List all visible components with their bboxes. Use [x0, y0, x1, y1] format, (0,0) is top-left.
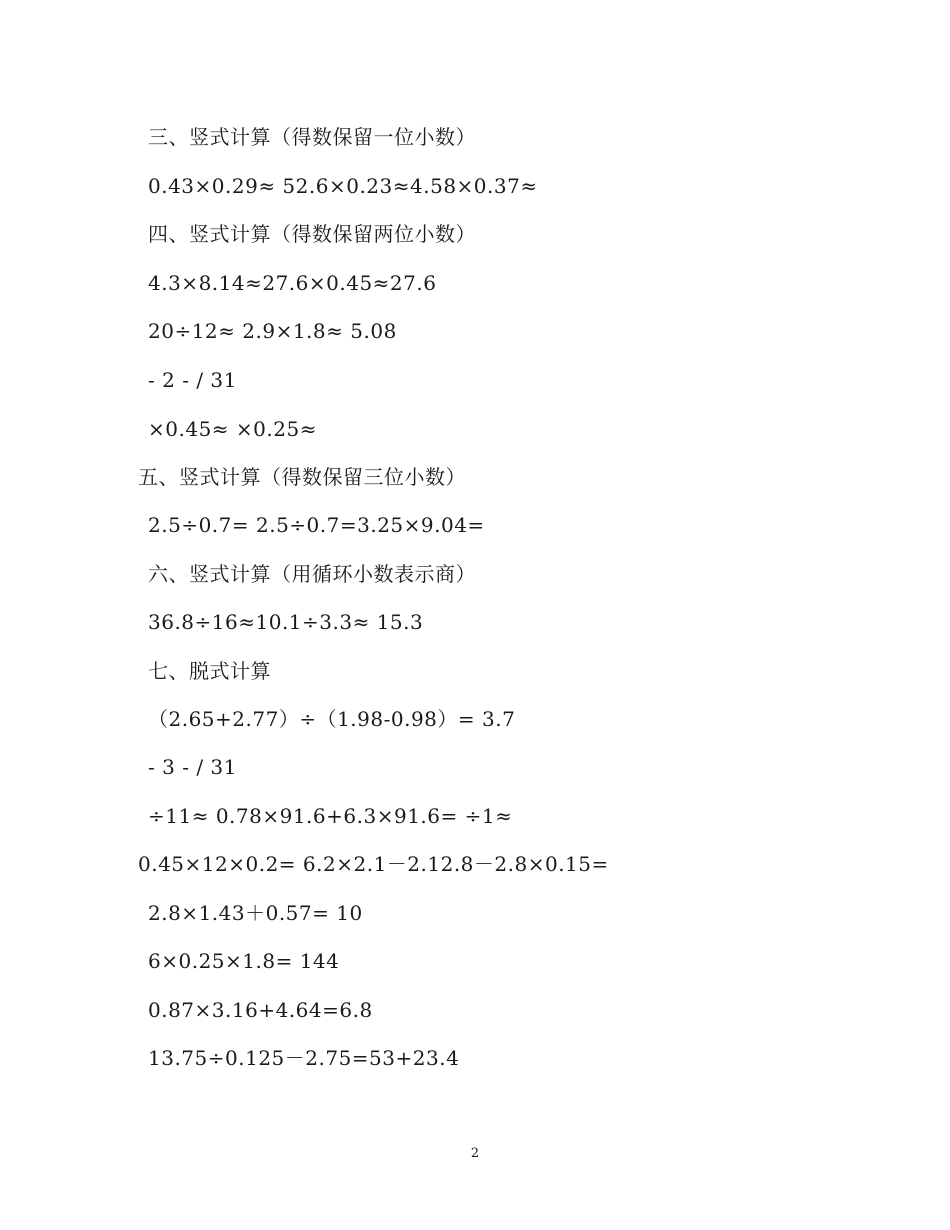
section-heading-5: 五、竖式计算（得数保留三位小数）	[138, 465, 466, 489]
text-line: （2.65+2.77）÷（1.98-0.98）= 3.7	[148, 707, 516, 731]
text-line: 13.75÷0.125－2.75=53+23.4	[148, 1046, 460, 1070]
section-heading-6: 六、竖式计算（用循环小数表示商）	[148, 562, 476, 586]
page-marker: - 2 - / 31	[148, 368, 237, 392]
text-line: 0.43×0.29≈ 52.6×0.23≈4.58×0.37≈	[148, 174, 538, 198]
text-line: 20÷12≈ 2.9×1.8≈ 5.08	[148, 319, 397, 343]
text-line: 36.8÷16≈10.1÷3.3≈ 15.3	[148, 610, 424, 634]
text-line: 2.8×1.43＋0.57= 10	[148, 901, 363, 925]
text-line: 2.5÷0.7= 2.5÷0.7=3.25×9.04=	[148, 513, 485, 537]
section-heading-3: 三、竖式计算（得数保留一位小数）	[148, 125, 476, 149]
text-line: ×0.45≈ ×0.25≈	[148, 417, 317, 441]
text-line: 4.3×8.14≈27.6×0.45≈27.6	[148, 271, 437, 295]
page-marker: - 3 - / 31	[148, 755, 237, 779]
section-heading-4: 四、竖式计算（得数保留两位小数）	[148, 222, 476, 246]
text-line: ÷11≈ 0.78×91.6+6.3×91.6= ÷1≈	[148, 804, 513, 828]
text-line: 0.45×12×0.2= 6.2×2.1－2.12.8－2.8×0.15=	[138, 852, 609, 876]
section-heading-7: 七、脱式计算	[148, 659, 271, 683]
page-number: 2	[470, 1146, 480, 1161]
text-line: 6×0.25×1.8= 144	[148, 949, 340, 973]
text-line: 0.87×3.16+4.64=6.8	[148, 998, 373, 1022]
